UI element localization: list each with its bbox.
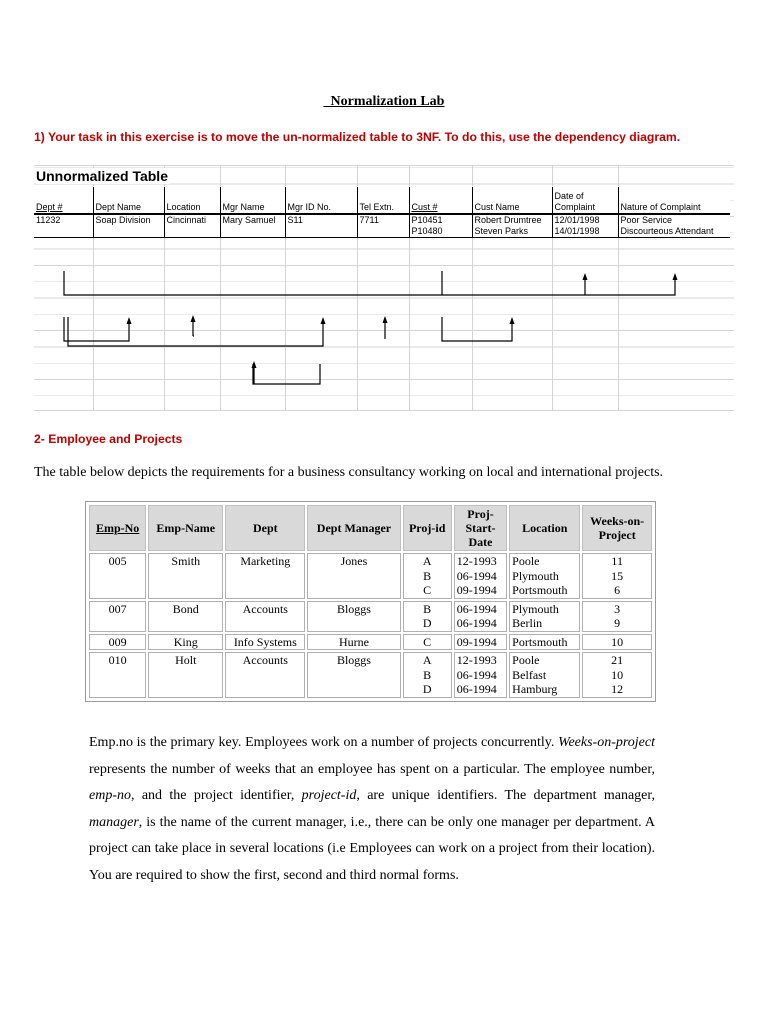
header-nature-of-complaint: Nature of Complaint	[618, 187, 730, 214]
cell-emp-name: Smith	[148, 553, 223, 599]
cell-dept-manager: Hurne	[307, 634, 400, 651]
cell-dept-manager: Bloggs	[307, 601, 400, 632]
unnormalized-sheet	[34, 165, 734, 411]
cell-start-date: 12-1993 06-1994 06-1994	[454, 652, 507, 698]
header-date-of-complaint: Date of Complaint	[552, 187, 618, 214]
cell-mgr-id: S11	[285, 214, 357, 226]
employee-table-body	[89, 553, 652, 698]
cell-dept-name: Soap Division	[93, 214, 164, 226]
cell-emp-no: 005	[89, 553, 146, 599]
table-row	[89, 652, 652, 698]
dependency-line-5	[253, 364, 320, 384]
cell-dept-no: 11232	[36, 215, 61, 225]
table-row	[89, 634, 652, 651]
cell-dept: Accounts	[225, 652, 305, 698]
table-row	[89, 601, 652, 632]
page-title: _Normalization Lab	[323, 94, 445, 109]
cell-weeks: 10	[582, 634, 652, 651]
cell-nature: Discourteous Attendant	[618, 226, 730, 238]
header-location: Location	[509, 505, 580, 551]
arrowhead	[673, 273, 678, 280]
header-mgr-id: Mgr ID No.	[285, 187, 357, 214]
cell-cust-no: P10451	[409, 214, 472, 226]
cell-proj-id: B D	[403, 601, 452, 632]
header-location: Location	[164, 187, 220, 214]
cell-start-date: 09-1994	[454, 634, 507, 651]
table-row	[89, 553, 652, 599]
cell-weeks: 3 9	[582, 601, 652, 632]
cell-location: Plymouth Berlin	[509, 601, 580, 632]
description-paragraph: Emp.no is the primary key. Employees work on a number of projects concurrently. Weeks-on-project represents the number of weeks that an employee has spent on a particular. The employee number, emp-no, and the project identifier, project-id, are unique identifiers. The department manager, manager, is the name of the current manager, i.e., there can be only one manager per department. A project can take place in several locations (i.e Employees can work on a project from their location). You are required to show the first, second and third normal forms.	[89, 735, 656, 883]
cell-location: Cincinnati	[164, 214, 220, 226]
cell-cust-no: P10480	[409, 226, 472, 238]
arrowhead	[383, 316, 388, 323]
cell-proj-id: A B C	[403, 553, 452, 599]
cell-location: Poole Belfast Hamburg	[509, 652, 580, 698]
header-dept-no: Dept #	[34, 187, 93, 214]
cell-mgr-name: Mary Samuel	[220, 214, 285, 226]
cell-emp-name: Holt	[148, 652, 223, 698]
dependency-diagram	[34, 166, 734, 410]
cell-start-date: 12-1993 06-1994 09-1994	[454, 553, 507, 599]
arrowhead	[252, 361, 257, 368]
header-emp-no: Emp-No	[89, 505, 146, 551]
cell-dept: Accounts	[225, 601, 305, 632]
arrowhead	[583, 273, 588, 280]
cell-nature: Poor Service	[618, 214, 730, 226]
cell-start-date: 06-1994 06-1994	[454, 601, 507, 632]
header-tel-extn: Tel Extn.	[357, 187, 409, 214]
dependency-line-4	[442, 317, 512, 341]
header-dept: Dept	[225, 505, 305, 551]
header-proj-id: Proj-id	[403, 505, 452, 551]
section-intro: The table below depicts the requirements for a business consultancy working on local and international projects.	[34, 465, 664, 480]
cell-emp-name: Bond	[148, 601, 223, 632]
employee-table-frame	[85, 501, 656, 702]
dependency-line-3	[68, 317, 323, 346]
cell-weeks: 21 10 12	[582, 652, 652, 698]
header-proj-start-date: Proj- Start- Date	[454, 505, 507, 551]
arrowhead	[127, 317, 132, 324]
cell-proj-id: C	[403, 634, 452, 651]
arrowhead	[510, 317, 515, 324]
header-dept-name: Dept Name	[93, 187, 164, 214]
arrowhead	[191, 315, 196, 322]
cell-dept: Marketing	[225, 553, 305, 599]
cell-dept-manager: Bloggs	[307, 652, 400, 698]
header-weeks-on-project: Weeks-on- Project	[582, 505, 652, 551]
arrowhead	[321, 317, 326, 324]
cell-tel-extn: 7711	[357, 214, 409, 226]
cell-dept-manager: Jones	[307, 553, 400, 599]
cell-cust-name: Steven Parks	[472, 226, 552, 238]
dependency-line-1	[64, 271, 675, 295]
header-cust-no: Cust #	[409, 187, 472, 214]
cell-location: Poole Plymouth Portsmouth	[509, 553, 580, 599]
unnormalized-table-title: Unnormalized Table	[36, 168, 168, 184]
cell-proj-id: A B D	[403, 652, 452, 698]
employee-projects-table	[87, 503, 654, 700]
cell-emp-no: 009	[89, 634, 146, 651]
cell-emp-name: King	[148, 634, 223, 651]
cell-date: 14/01/1998	[552, 226, 618, 238]
header-emp-name: Emp-Name	[148, 505, 223, 551]
cell-dept: Info Systems	[225, 634, 305, 651]
header-cust-name: Cust Name	[472, 187, 552, 214]
cell-emp-no: 007	[89, 601, 146, 632]
dependency-line-2	[64, 317, 129, 341]
task-instruction: 1) Your task in this exercise is to move the un-normalized table to 3NF. To do this, use the dependency diagram.	[34, 130, 681, 144]
cell-emp-no: 010	[89, 652, 146, 698]
cell-cust-name: Robert Drumtree	[472, 214, 552, 226]
section-heading: 2- Employee and Projects	[34, 432, 183, 446]
header-mgr-name: Mgr Name	[220, 187, 285, 214]
cell-weeks: 11 15 6	[582, 553, 652, 599]
header-dept-manager: Dept Manager	[307, 505, 400, 551]
cell-date: 12/01/1998	[552, 214, 618, 226]
cell-location: Portsmouth	[509, 634, 580, 651]
